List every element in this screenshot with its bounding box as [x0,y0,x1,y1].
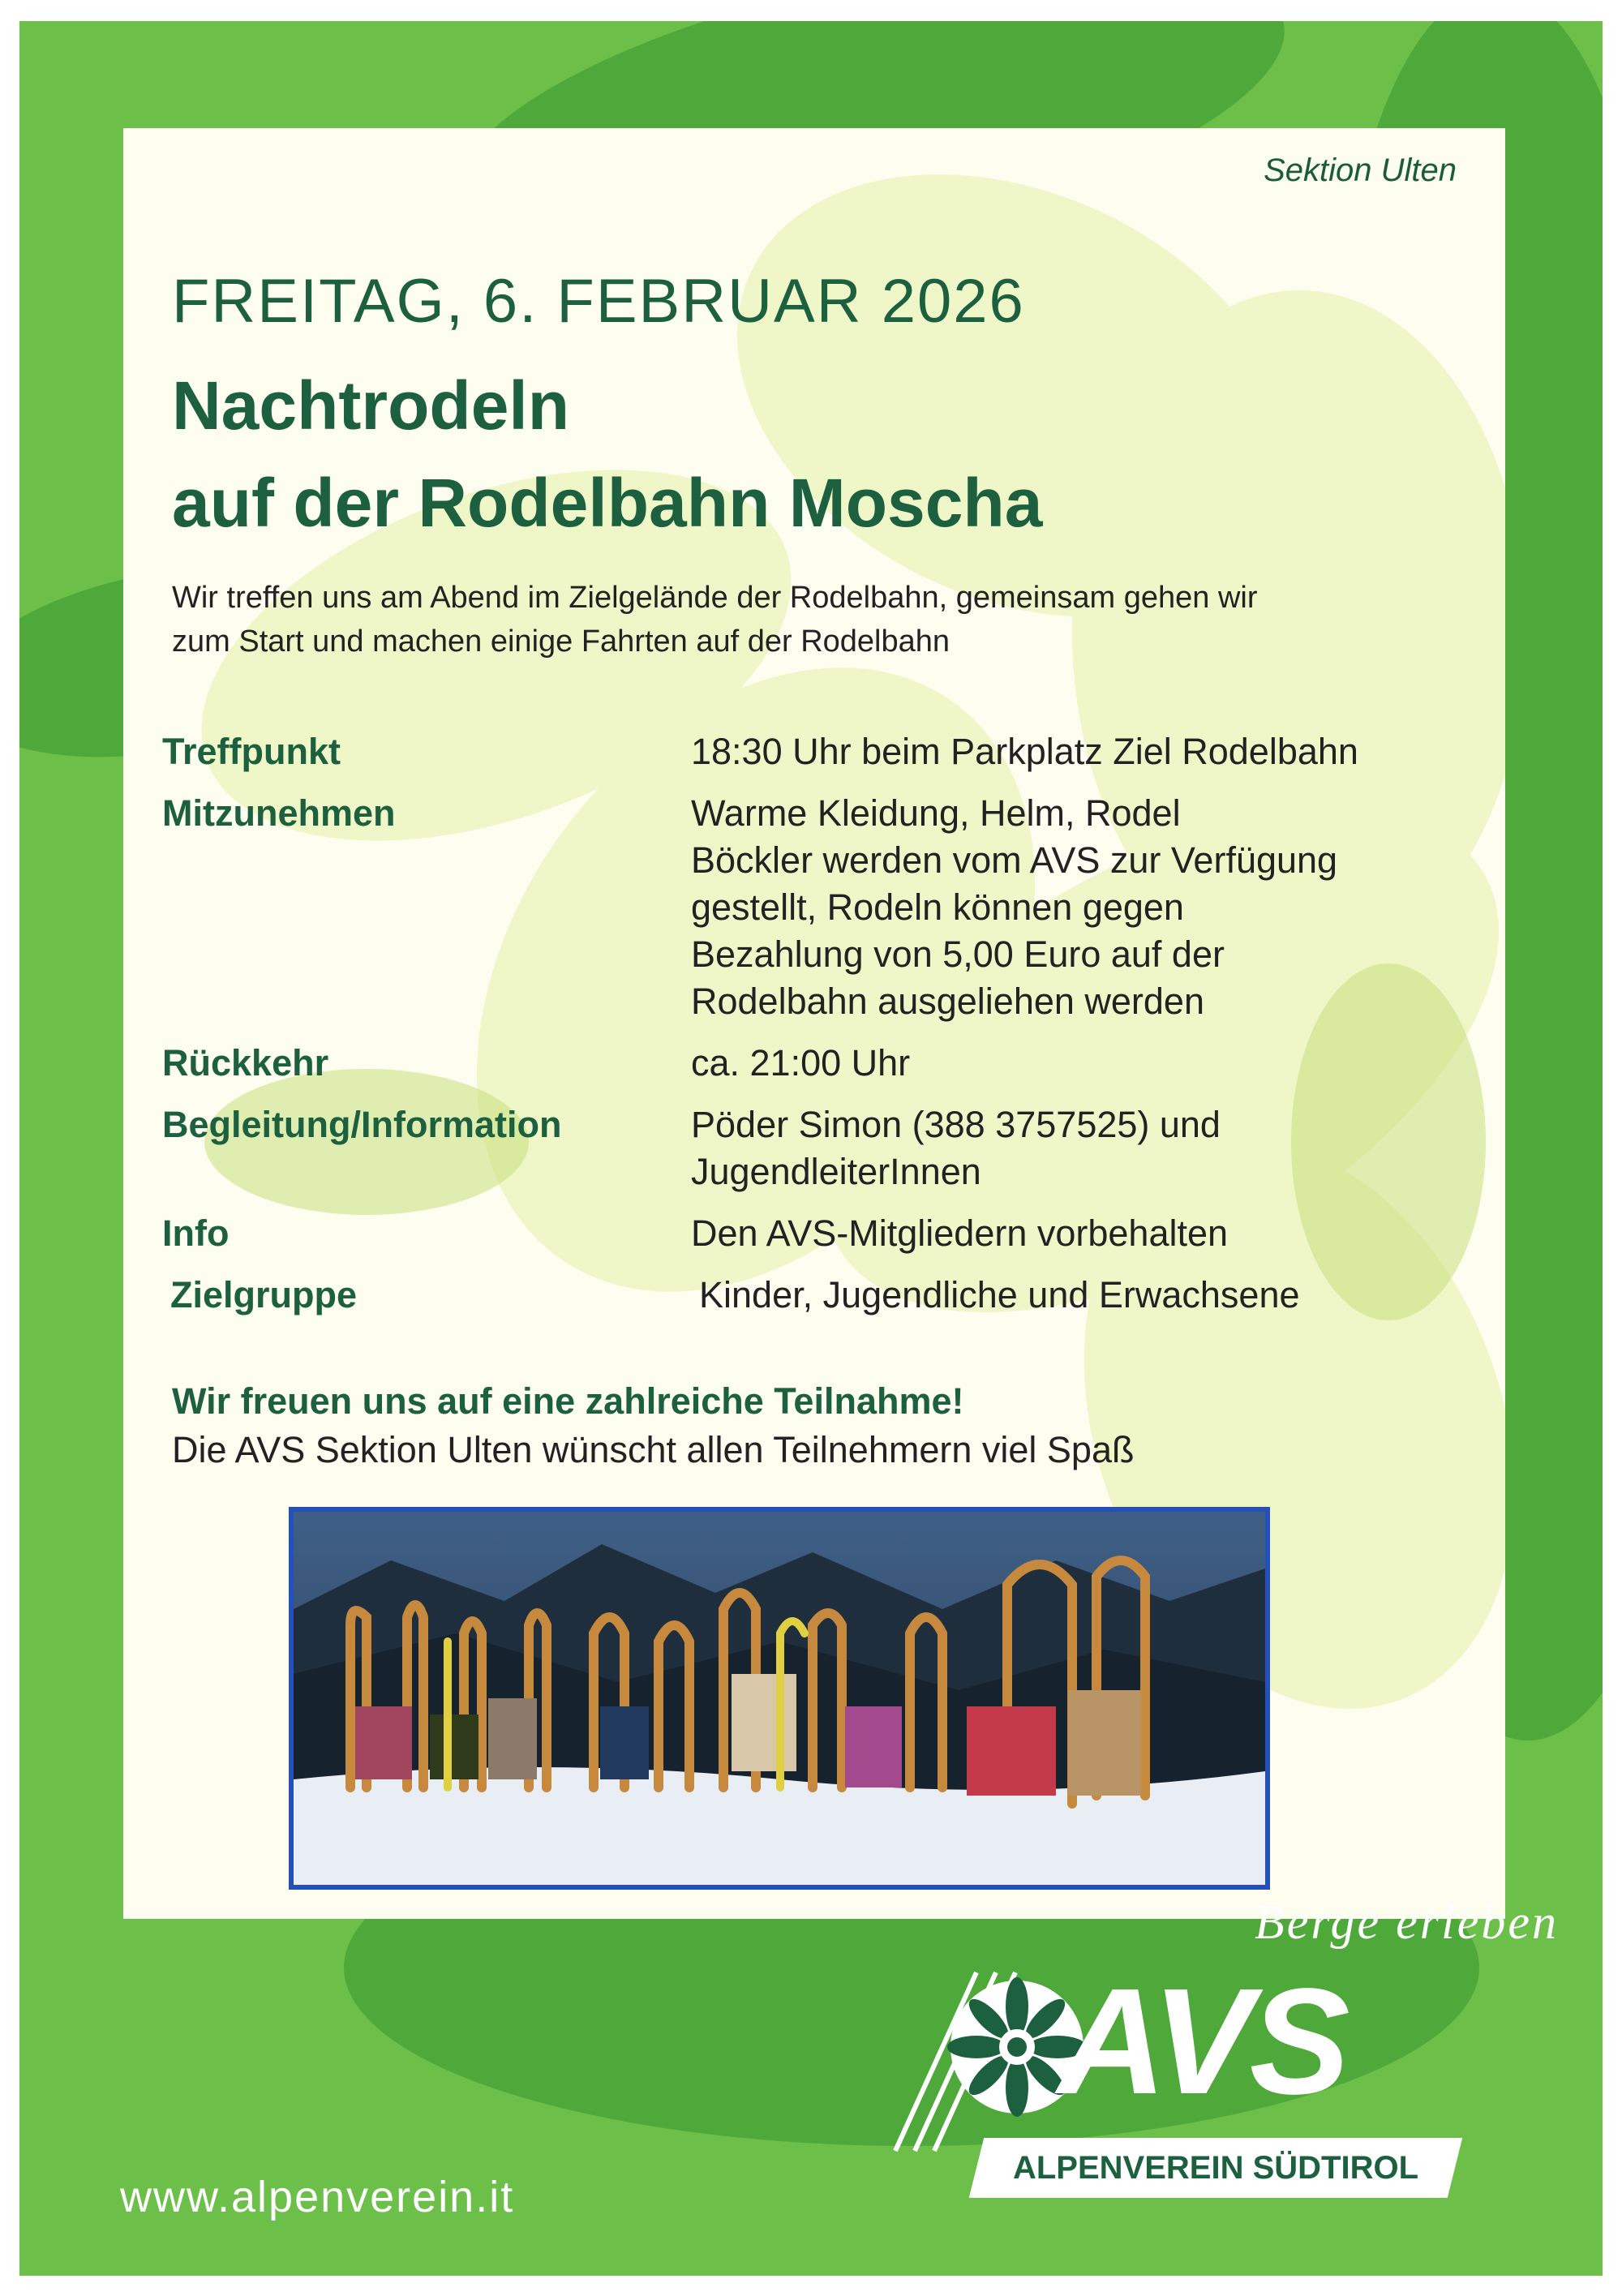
detail-row-treffpunkt [162,728,1492,775]
detail-value [691,1040,910,1087]
detail-label: Treffpunkt [162,731,341,772]
event-title-line: Nachtrodeln [172,367,570,444]
website-link[interactable]: www.alpenverein.it [120,2173,515,2221]
section-name: Sektion Ulten [1264,152,1457,188]
detail-value [691,728,1358,775]
detail-line: Warme Kleidung, Helm, Rodel [691,792,1181,834]
detail-line: Rodelbahn ausgeliehen werden [691,981,1204,1022]
detail-line: gestellt, Rodeln können gegen [691,886,1184,928]
detail-line: Böckler werden vom AVS zur Verfügung [691,839,1338,881]
event-date: FREITAG, 6. FEBRUAR 2026 [172,267,1025,336]
event-title-line: auf der Rodelbahn Moscha [172,465,1043,541]
detail-value [691,1210,1228,1257]
poster [19,21,1603,2276]
content-panel [123,128,1505,1919]
detail-row-zielgruppe [162,1272,1492,1319]
detail-line: ca. 21:00 Uhr [691,1042,911,1084]
closing-headline: Wir freuen uns auf eine zahlreiche Teilnahme! [172,1380,964,1422]
detail-label: Begleitung/Information [162,1104,562,1145]
sleds-illustration [294,1512,1265,1885]
detail-line: Den AVS-Mitgliedern vorbehalten [691,1212,1229,1254]
event-title [172,357,1042,551]
slogan: Berge erleben [1255,1895,1559,1949]
detail-line: JugendleiterInnen [691,1151,981,1192]
detail-label: Info [162,1212,230,1254]
intro-line: zum Start und machen einige Fahrten auf der Rodelbahn [172,624,950,659]
event-details [162,728,1492,1333]
closing-message [172,1377,1134,1474]
avs-brand: AVS [1058,1958,1347,2126]
detail-line: Pöder Simon (388 3757525) und [691,1104,1221,1145]
brand-full-name: ALPENVEREIN SÜDTIROL [1012,2150,1419,2186]
detail-row-begleitung [162,1101,1492,1195]
detail-row-info [162,1210,1492,1257]
intro-line: Wir treffen uns am Abend im Zielgelände der Rodelbahn, gemeinsam gehen wir [172,581,1258,615]
detail-value [699,1272,1300,1319]
detail-value [691,1101,1221,1195]
detail-row-rueckkehr [162,1040,1492,1087]
detail-label: Zielgruppe [170,1274,358,1315]
sleds-photo [289,1507,1270,1890]
event-intro [172,576,1470,663]
detail-label: Rückkehr [162,1042,329,1084]
detail-line: Bezahlung von 5,00 Euro auf der [691,933,1225,975]
detail-line: Kinder, Jugendliche und Erwachsene [699,1274,1300,1315]
detail-value [691,790,1337,1025]
detail-label: Mitzunehmen [162,792,396,834]
closing-text: Die AVS Sektion Ulten wünscht allen Teilnehmern viel Spaß [172,1429,1135,1470]
detail-line: 18:30 Uhr beim Parkplatz Ziel Rodelbahn [691,731,1358,772]
detail-row-mitzunehmen [162,790,1492,1025]
